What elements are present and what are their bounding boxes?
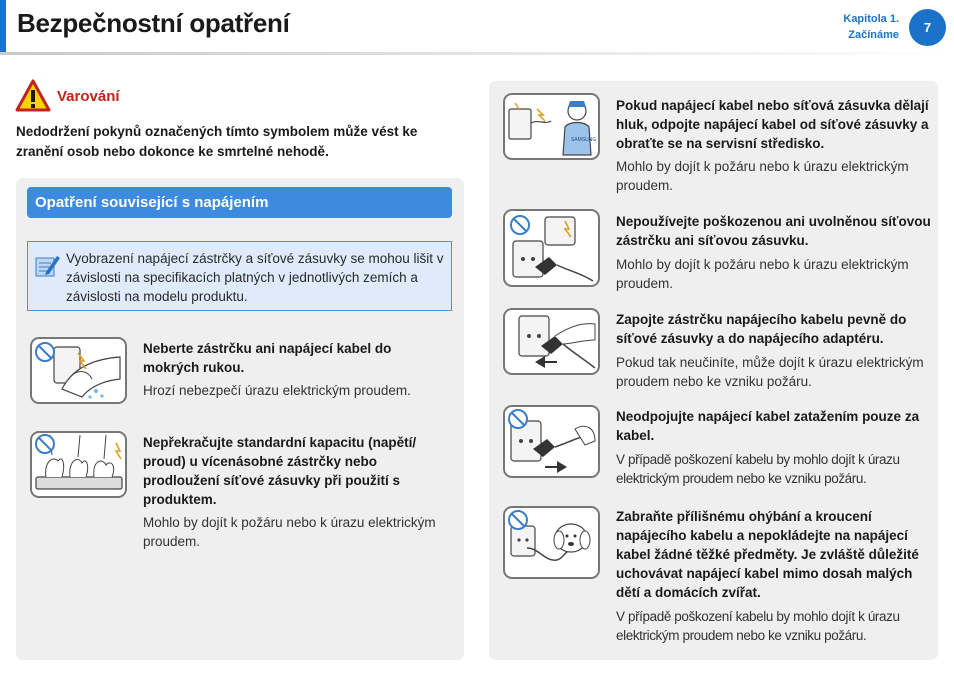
right-item-3-text: Pokud tak neučiníte, může dojít k úrazu elektrickým proudem nebo ke vzniku požáru.	[616, 355, 924, 389]
right-item-5-text: V případě poškození kabelu by mohlo dojít k úrazu elektrickým proudem nebo ke vzniku požáru.	[616, 609, 900, 643]
chapter-name[interactable]: Začínáme	[848, 29, 899, 41]
right-item-4-text: V případě poškození kabelu by mohlo dojít k úrazu elektrickým proudem nebo ke vzniku požáru.	[616, 452, 900, 486]
note-text: Vyobrazení napájecí zástrčky a síťové zásuvky se mohou lišit v závislosti na specifikacích platných v jednotlivých zemích a závislosti na modelu produktu.	[66, 251, 444, 304]
chapter-label[interactable]	[843, 11, 899, 43]
left-item-1-heading: Neberte zástrčku ani napájecí kabel do mokrých rukou.	[143, 341, 392, 375]
service-technician-illustration	[503, 93, 600, 160]
right-item-1-heading: Pokud napájecí kabel nebo síťová zásuvka dělají hluk, odpojte napájecí kabel od síťové zásuvky a obraťte se na servisní středisko.	[616, 98, 929, 151]
dog-chewing-cable-illustration	[503, 506, 600, 579]
right-item-1-text: Mohlo by dojít k požáru nebo k úrazu elektrickým proudem.	[616, 159, 909, 193]
section-heading: Opatření související s napájením	[27, 187, 452, 218]
right-item-4-heading: Neodpojujte napájecí kabel zatažením pouze za kabel.	[616, 409, 920, 443]
right-item-5-heading: Zabraňte přílišnému ohýbání a kroucení napájecího kabelu a nepokládejte na napájecí kabel žádné těžké předměty. Je zvláště důležité uchovávat napájecí kabel mimo dosah malých dětí a domácích zvířat.	[616, 509, 919, 600]
left-item-1-text: Hrozí nebezpečí úrazu elektrickým proudem.	[143, 383, 411, 398]
overloaded-power-strip-icon	[32, 433, 125, 496]
right-item-2-text: Mohlo by dojít k požáru nebo k úrazu elektrickým proudem.	[616, 257, 909, 291]
plug-in-firmly-illustration	[503, 308, 600, 375]
left-item-2-heading: Nepřekračujte standardní kapacitu (napětí/ proud) u vícenásobné zástrčky nebo prodloužení síťové zásuvky při použití s produktem.	[143, 435, 417, 507]
right-item-3-heading: Zapojte zástrčku napájecího kabelu pevně do síťové zásuvky a do napájecího adaptéru.	[616, 312, 907, 346]
warning-text: Nedodržení pokynů označených tímto symbolem může vést ke zranění osob nebo dokonce ke smrtelné nehodě.	[16, 124, 418, 159]
pull-cable-illustration	[503, 405, 600, 478]
pull-cable-icon	[505, 407, 598, 476]
warning-icon	[15, 79, 51, 112]
overloaded-power-strip-illustration	[30, 431, 127, 498]
right-item-2-heading: Nepoužívejte poškozenou ani uvolněnou síťovou zástrčku ani síťovou zásuvku.	[616, 214, 931, 248]
info-note	[27, 241, 452, 311]
note-pencil-icon	[34, 252, 60, 280]
damaged-outlet-illustration	[503, 209, 600, 287]
plug-in-firmly-icon	[505, 310, 598, 373]
wet-hands-plug-icon	[32, 339, 125, 402]
wet-hands-plug-illustration	[30, 337, 127, 404]
page-header	[0, 0, 954, 52]
page-number-badge: 7	[909, 9, 946, 46]
chapter-number[interactable]: Kapitola 1.	[843, 13, 899, 25]
page-title: Bezpečnostní opatření	[17, 8, 290, 38]
damaged-outlet-icon	[505, 211, 598, 285]
left-item-2-text: Mohlo by dojít k požáru nebo k úrazu elektrickým proudem.	[143, 515, 436, 549]
header-divider	[0, 52, 954, 55]
warning-title: Varování	[57, 88, 120, 105]
dog-chewing-cable-icon	[505, 508, 598, 577]
service-technician-icon	[505, 95, 598, 158]
svg-text:SAMSUNG: SAMSUNG	[571, 137, 597, 143]
header-accent-bar	[0, 0, 6, 52]
